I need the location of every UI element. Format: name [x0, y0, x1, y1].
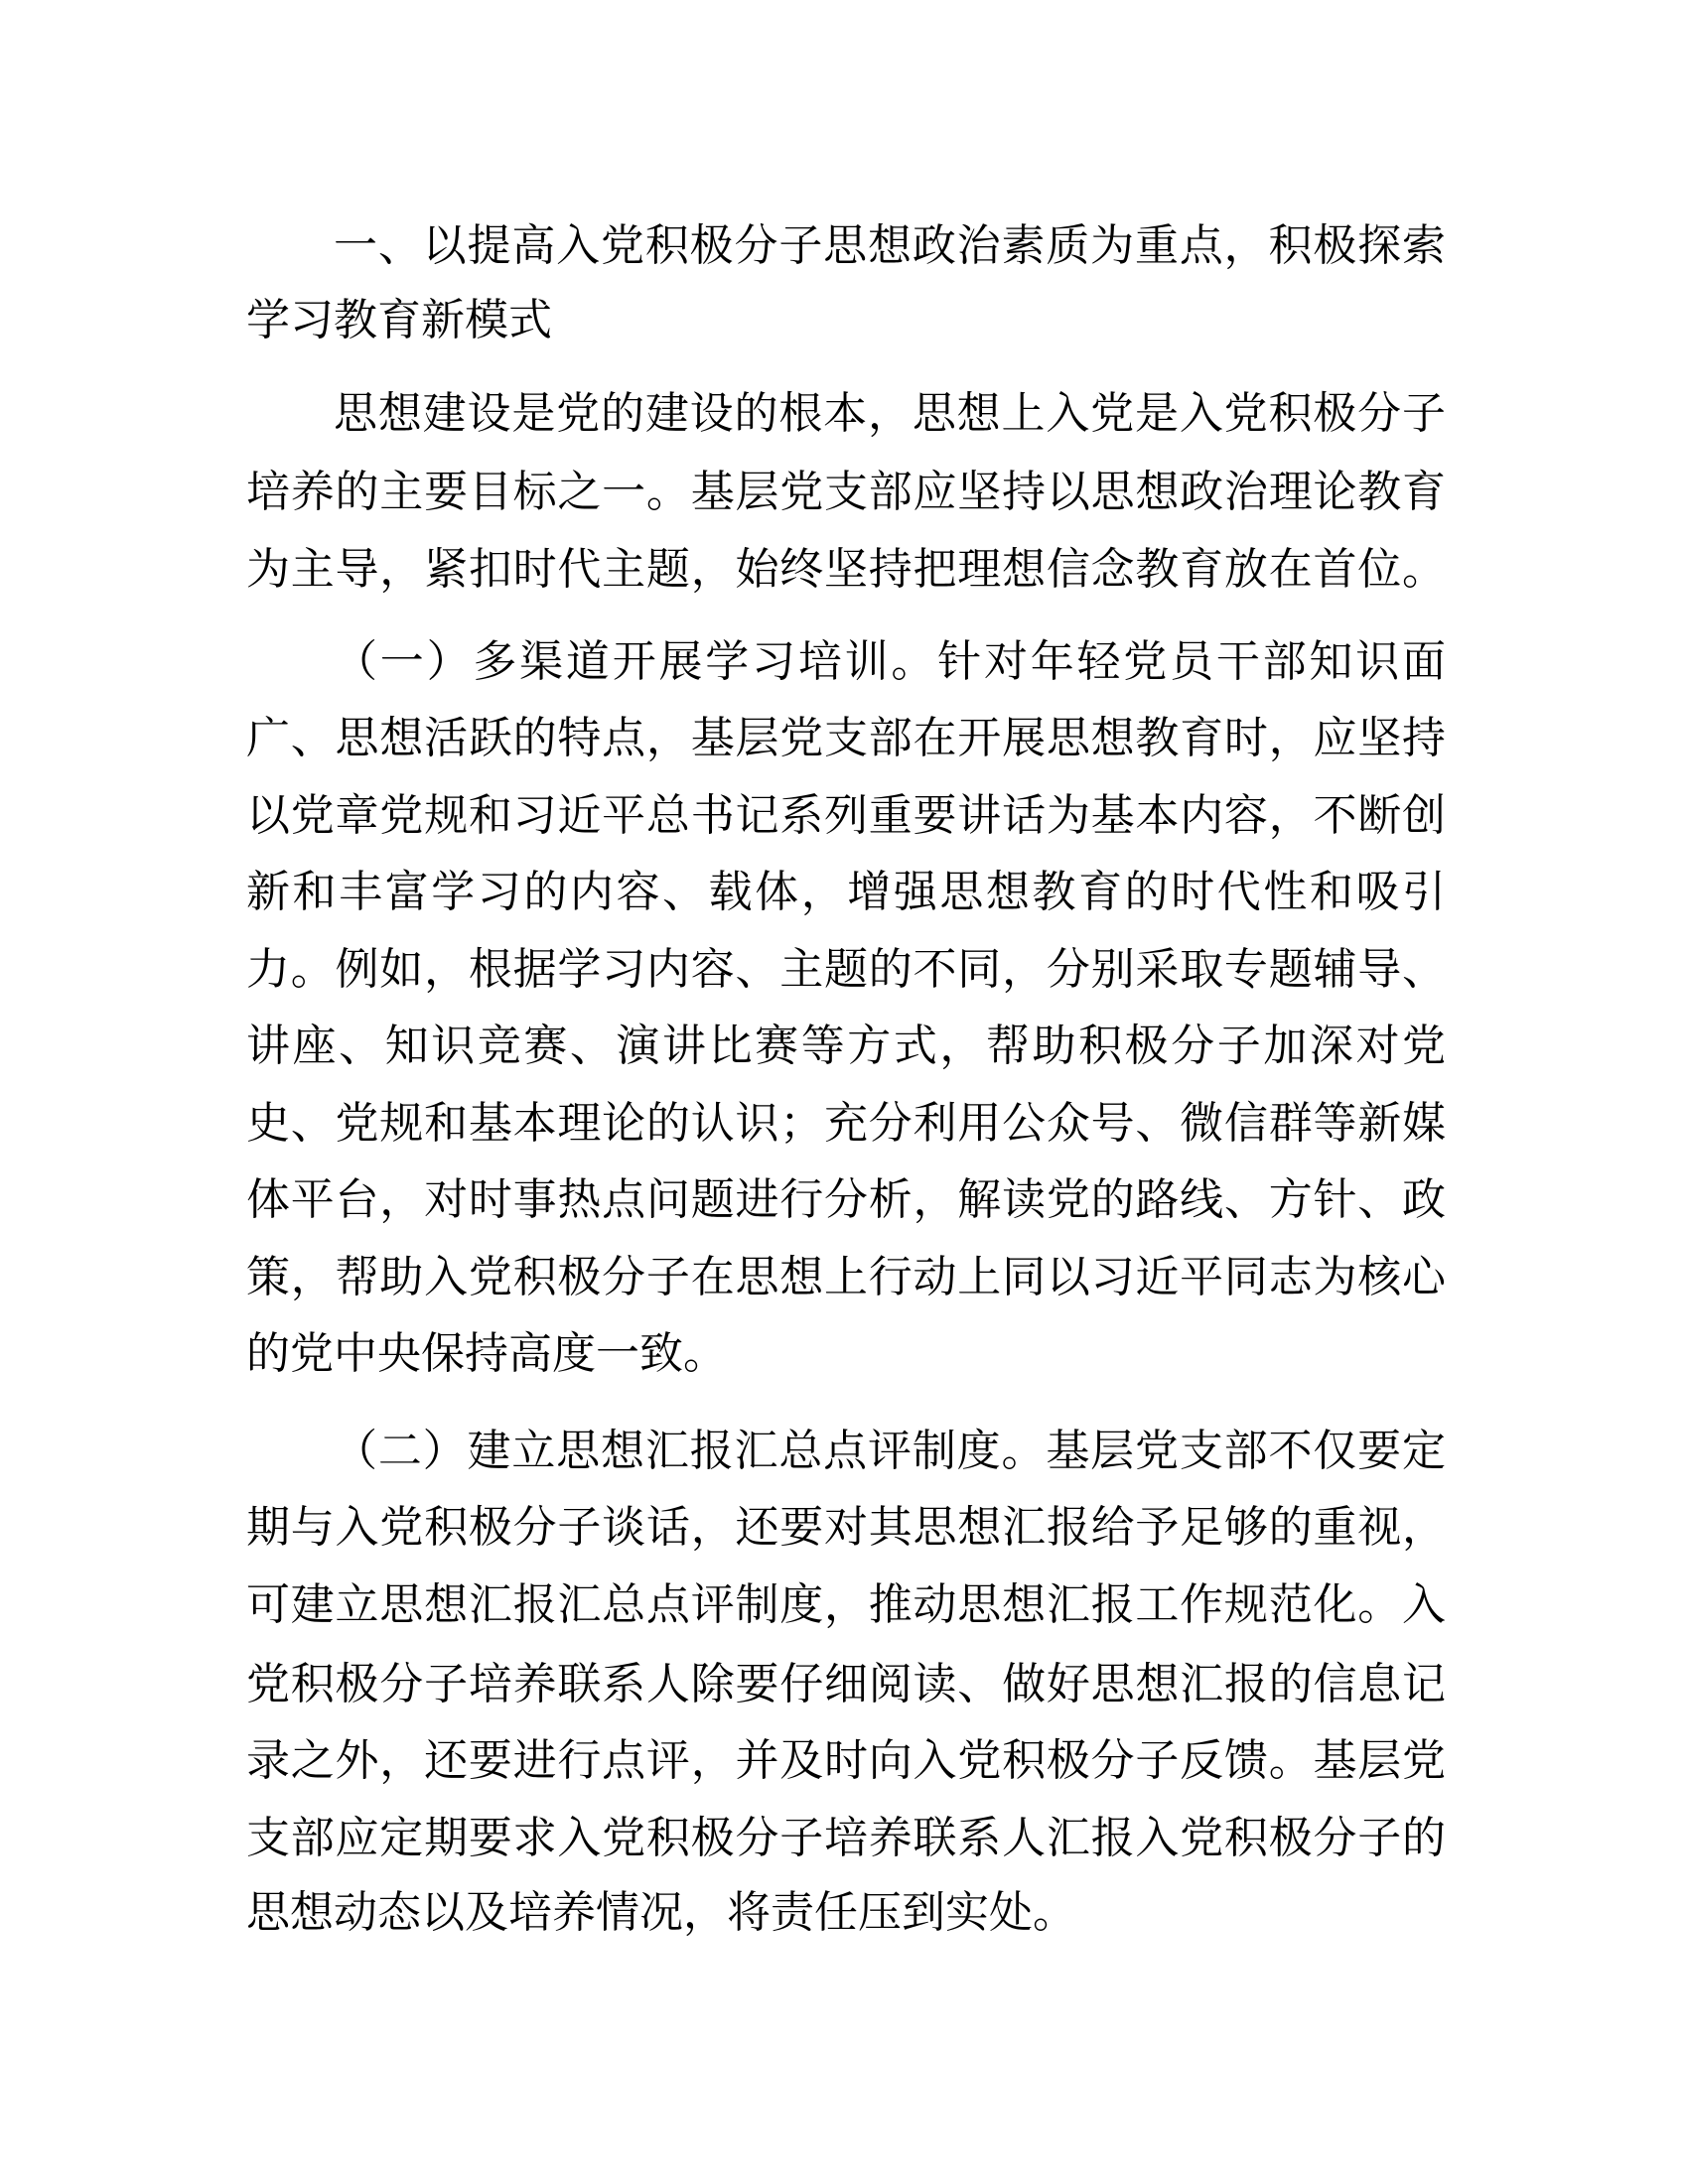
- paragraph-1-line-2: 培养的主要目标之一。基层党支部应坚持以思想政治理论教育: [246, 467, 1446, 517]
- paragraph-2-line-8: 体平台，对时事热点问题进行分析，解读党的路线、方针、政: [246, 1174, 1446, 1225]
- paragraph-1-line-3: 为主导，紧扣时代主题，始终坚持把理想信念教育放在首位。: [246, 544, 1446, 595]
- paragraph-3-line-2: 期与入党积极分子谈话，还要对其思想汇报给予足够的重视，: [246, 1502, 1446, 1553]
- paragraph-3-line-3: 可建立思想汇报汇总点评制度，推动思想汇报工作规范化。入: [246, 1579, 1446, 1630]
- paragraph-2-line-7: 史、党规和基本理论的认识；充分利用公众号、微信群等新媒: [246, 1098, 1446, 1149]
- paragraph-2-line-2: 广、思想活跃的特点，基层党支部在开展思想教育时，应坚持: [246, 713, 1446, 763]
- paragraph-3-line-5: 录之外，还要进行点评，并及时向入党积极分子反馈。基层党: [246, 1735, 1446, 1786]
- section-heading-line-1: 一、以提高入党积极分子思想政治素质为重点，积极探索: [334, 220, 1446, 271]
- paragraph-2-line-4: 新和丰富学习的内容、载体，增强思想教育的时代性和吸引: [246, 867, 1446, 917]
- paragraph-2-line-3: 以党章党规和习近平总书记系列重要讲话为基本内容，不断创: [246, 790, 1446, 841]
- paragraph-3-line-1: （二）建立思想汇报汇总点评制度。基层党支部不仅要定: [334, 1426, 1446, 1476]
- paragraph-2-line-6: 讲座、知识竞赛、演讲比赛等方式，帮助积极分子加深对党: [246, 1021, 1446, 1071]
- paragraph-2-line-5: 力。例如，根据学习内容、主题的不同，分别采取专题辅导、: [246, 944, 1446, 995]
- section-heading-line-2: 学习教育新模式: [246, 295, 552, 345]
- paragraph-2-line-9: 策，帮助入党积极分子在思想上行动上同以习近平同志为核心: [246, 1252, 1446, 1302]
- paragraph-2-line-1: （一）多渠道开展学习培训。针对年轻党员干部知识面: [334, 636, 1446, 687]
- paragraph-1-line-1: 思想建设是党的建设的根本，思想上入党是入党积极分子: [334, 388, 1446, 439]
- paragraph-3-line-7: 思想动态以及培养情况，将责任压到实处。: [246, 1887, 1076, 1938]
- paragraph-2-line-10: 的党中央保持高度一致。: [246, 1328, 727, 1379]
- paragraph-3-line-6: 支部应定期要求入党积极分子培养联系人汇报入党积极分子的: [246, 1813, 1446, 1863]
- paragraph-3-line-4: 党积极分子培养联系人除要仔细阅读、做好思想汇报的信息记: [246, 1659, 1446, 1709]
